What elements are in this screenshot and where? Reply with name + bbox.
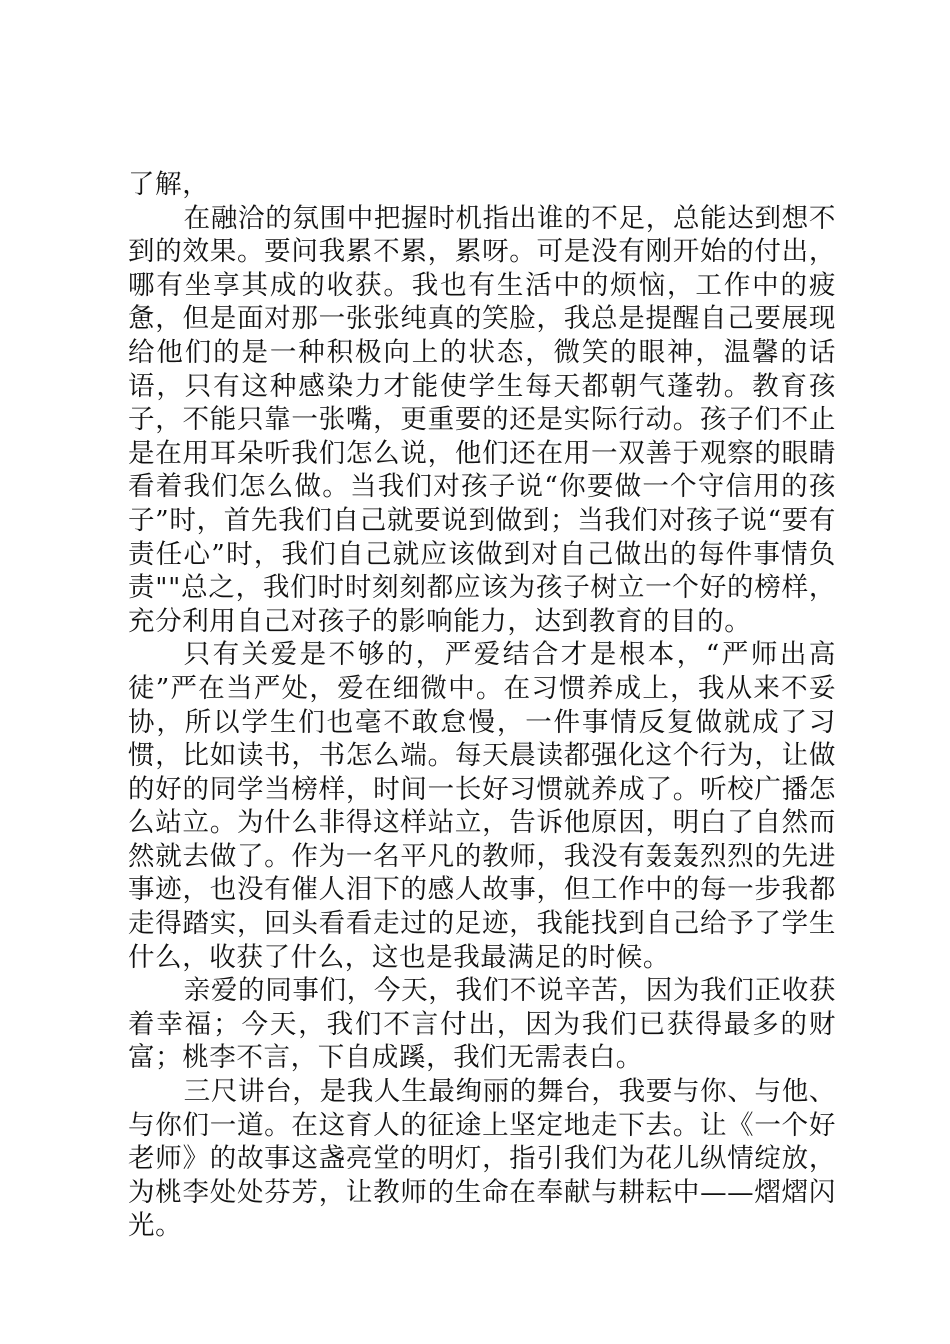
paragraph-4: 亲爱的同事们，今天，我们不说辛苦，因为我们正收获着幸福；今天，我们不言付出，因为我们已获得最多的财富；桃李不言，下自成蹊，我们无需表白。 [128,975,836,1074]
paragraph-5: 三尺讲台，是我人生最绚丽的舞台，我要与你、与他、与你们一道。在这育人的征途上坚定地走下去。让《一个好老师》的故事这盏亮堂的明灯，指引我们为花儿纵情绽放，为桃李处处芬芳，让教师的生命在奉献与耕耘中——熠熠闪光。 [128,1076,836,1242]
paragraph-1: 了解， [128,169,210,200]
document-body [128,168,836,1243]
paragraph-2: 在融洽的氛围中把握时机指出谁的不足，总能达到想不到的效果。要问我累不累，累呀。可是没有刚开始的付出，哪有坐享其成的收获。我也有生活中的烦恼，工作中的疲惫，但是面对那一张张纯真的笑脸，我总是提醒自己要展现给他们的是一种积极向上的状态，微笑的眼神，温馨的话语，只有这种感染力才能使学生每天都朝气蓬勃。教育孩子，不能只靠一张嘴，更重要的还是实际行动。孩子们不止是在用耳朵听我们怎么说，他们还在用一双善于观察的眼睛看着我们怎么做。当我们对孩子说“你要做一个守信用的孩子”时，首先我们自己就要说到做到；当我们对孩子说“要有责任心”时，我们自己就应该做到对自己做出的每件事情负责""总之，我们时时刻刻都应该为孩子树立一个好的榜样，充分利用自己对孩子的影响能力，达到教育的目的。 [128,202,836,637]
paragraph-3: 只有关爱是不够的，严爱结合才是根本，“严师出高徒”严在当严处，爱在细微中。在习惯养成上，我从来不妥协，所以学生们也毫不敢怠慢，一件事情反复做就成了习惯，比如读书，书怎么端。每天晨读都强化这个行为，让做的好的同学当榜样，时间一长好习惯就养成了。听校广播怎么站立。为什么非得这样站立，告诉他原因，明白了自然而然就去做了。作为一名平凡的教师，我没有轰轰烈烈的先进事迹，也没有催人泪下的感人故事，但工作中的每一步我都走得踏实，回头看看走过的足迹，我能找到自己给予了学生什么，收获了什么，这也是我最满足的时候。 [128,639,836,973]
